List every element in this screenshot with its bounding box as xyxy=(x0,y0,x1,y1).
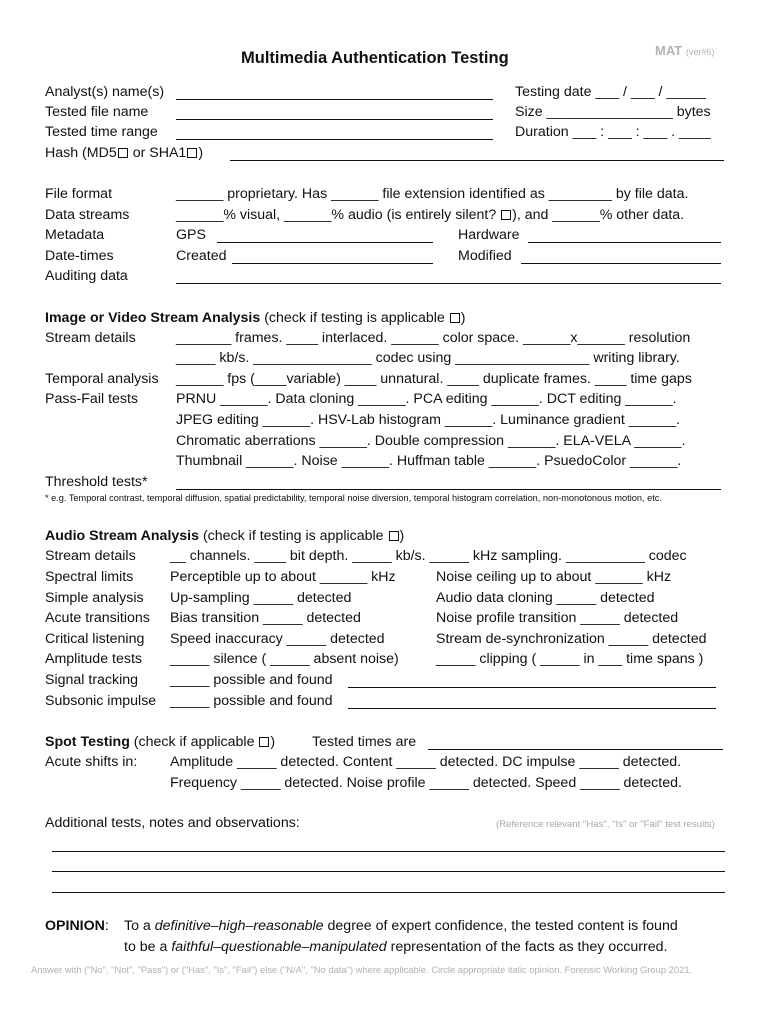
created-label: Created xyxy=(176,248,227,264)
file-format-label: File format xyxy=(45,186,113,202)
audio-section-heading xyxy=(45,528,404,544)
hash-field[interactable] xyxy=(230,160,724,161)
confidence-options[interactable]: definitive–high–reasonable xyxy=(154,918,324,934)
tested-times-label: Tested times are xyxy=(312,734,417,750)
spot-heading-rest: (check if applicable xyxy=(129,734,259,750)
footnote: * e.g. Temporal contrast, temporal diffusion, spatial predictability, temporal noise diversion, temporal histogram correlation, non-monotonous motion, etc. xyxy=(45,493,662,503)
spot-section-heading xyxy=(45,734,275,750)
streams-text-b: ), and ______% other data. xyxy=(512,207,685,223)
spot-heading-end: ) xyxy=(270,734,276,750)
audio-label: Simple analysis xyxy=(45,590,144,606)
hash-label xyxy=(45,145,203,161)
gps-label: GPS xyxy=(176,227,206,243)
image-line-4[interactable]: PRNU ______. Data cloning ______. PCA editing ______. DCT editing ______. xyxy=(176,391,677,407)
image-heading-bold: Image or Video Stream Analysis xyxy=(45,310,261,326)
opinion-label xyxy=(45,918,109,934)
opinion-text: degree of expert confidence, the tested content is found xyxy=(323,918,678,934)
audio-col1-item[interactable]: Bias transition _____ detected xyxy=(170,610,361,626)
created-field[interactable] xyxy=(232,263,433,264)
hardware-field[interactable] xyxy=(528,242,721,243)
threshold-label: Threshold tests* xyxy=(45,474,148,490)
audio-col2-item[interactable]: Noise profile transition _____ detected xyxy=(436,610,679,626)
pass-fail-label: Pass-Fail tests xyxy=(45,391,139,407)
auditing-data-field[interactable] xyxy=(176,283,721,284)
temporal-analysis-label: Temporal analysis xyxy=(45,371,159,387)
audio-col2-item[interactable]: Stream de-synchronization _____ detected xyxy=(436,631,707,647)
additional-label: Additional tests, notes and observations: xyxy=(45,815,300,831)
streams-text-a: ______% visual, ______% audio (is entirely silent? xyxy=(176,207,501,223)
audio-col1-item[interactable]: _____ possible and found xyxy=(170,693,333,709)
notes-line-1[interactable] xyxy=(52,851,725,852)
image-line-6[interactable]: Chromatic aberrations ______. Double compression ______. ELA-VELA ______. xyxy=(176,433,686,449)
md5-checkbox[interactable] xyxy=(118,148,128,158)
image-line-5[interactable]: JPEG editing ______. HSV-Lab histogram ______. Luminance gradient ______. xyxy=(176,412,681,428)
hash-sha1-text: or SHA1 xyxy=(128,145,187,161)
spot-line-1[interactable]: Amplitude _____ detected. Content _____ detected. DC impulse _____ detected. xyxy=(170,754,682,770)
image-line-1[interactable]: _______ frames. ____ interlaced. ______ color space. ______x______ resolution xyxy=(176,330,691,346)
silent-checkbox[interactable] xyxy=(501,210,511,220)
analyst-field[interactable] xyxy=(176,99,493,100)
notes-line-2[interactable] xyxy=(52,871,725,872)
audio-col1-item[interactable]: Up-sampling _____ detected xyxy=(170,590,352,606)
time-range-field[interactable] xyxy=(176,139,493,140)
threshold-field[interactable] xyxy=(176,489,721,490)
image-applicable-checkbox[interactable] xyxy=(450,313,460,323)
audio-label: Critical listening xyxy=(45,631,145,647)
auditing-data-label: Auditing data xyxy=(45,268,128,284)
audio-label: Amplitude tests xyxy=(45,651,142,667)
time-range-label: Tested time range xyxy=(45,124,158,140)
version-main: MAT xyxy=(655,43,683,58)
spot-heading-bold: Spot Testing xyxy=(45,734,130,750)
audio-heading-end: ) xyxy=(399,528,405,544)
audio-stream-line[interactable]: __ channels. ____ bit depth. _____ kb/s. _____ kHz sampling. __________ codec xyxy=(170,548,687,564)
audio-heading-bold: Audio Stream Analysis xyxy=(45,528,200,544)
testing-date[interactable]: Testing date ___ / ___ / _____ xyxy=(515,84,706,100)
representation-options[interactable]: faithful–questionable–manipulated xyxy=(171,939,387,955)
audio-label: Stream details xyxy=(45,548,136,564)
image-heading-rest: (check if testing is applicable xyxy=(260,310,449,326)
hash-close-text: ) xyxy=(198,145,204,161)
footer-note: Answer with ("No", "Not", "Pass") or ("Has", "Is", "Fail") else ("N/A", "No data") where applicable. Circle appropriate italic opinion. Forensic Working Group 2021. xyxy=(31,964,693,975)
audio-label: Spectral limits xyxy=(45,569,134,585)
opinion-label-bold: OPINION xyxy=(45,918,105,934)
version-label xyxy=(655,43,714,58)
opinion-colon: : xyxy=(104,918,109,934)
opinion-text: to be a xyxy=(124,939,172,955)
version-sub: (ver#6) xyxy=(685,47,715,57)
audio-label: Signal tracking xyxy=(45,672,139,688)
file-size[interactable]: Size ________________ bytes xyxy=(515,104,711,120)
modified-field[interactable] xyxy=(521,263,721,264)
audio-col1-item[interactable]: Speed inaccuracy _____ detected xyxy=(170,631,385,647)
gps-field[interactable] xyxy=(217,242,433,243)
spot-applicable-checkbox[interactable] xyxy=(259,737,269,747)
modified-label: Modified xyxy=(458,248,512,264)
tested-times-field[interactable] xyxy=(428,749,723,750)
additional-hint: (Reference relevant "Has", "Is" or "Fail" test results) xyxy=(496,819,715,830)
audio-col1-item[interactable]: Perceptible up to about ______ kHz xyxy=(170,569,396,585)
stream-details-label: Stream details xyxy=(45,330,136,346)
hash-md5-text: Hash (MD5 xyxy=(45,145,117,161)
opinion-line-2[interactable] xyxy=(124,939,667,955)
image-section-heading xyxy=(45,310,465,326)
audio-col2-item[interactable]: Audio data cloning _____ detected xyxy=(436,590,655,606)
hardware-label: Hardware xyxy=(458,227,520,243)
acute-shifts-label: Acute shifts in: xyxy=(45,754,138,770)
audio-col2-item[interactable]: Noise ceiling up to about ______ kHz xyxy=(436,569,672,585)
signal-tracking-field[interactable] xyxy=(348,687,716,688)
spot-line-2[interactable]: Frequency _____ detected. Noise profile _____ detected. Speed _____ detected. xyxy=(170,775,682,791)
audio-label: Subsonic impulse xyxy=(45,693,157,709)
audio-col1-item[interactable]: _____ possible and found xyxy=(170,672,333,688)
data-streams-line[interactable] xyxy=(176,207,684,223)
image-line-7[interactable]: Thumbnail ______. Noise ______. Huffman table ______. PsuedoColor ______. xyxy=(176,453,682,469)
sha1-checkbox[interactable] xyxy=(187,148,197,158)
audio-applicable-checkbox[interactable] xyxy=(389,531,399,541)
image-line-2[interactable]: _____ kb/s. _______________ codec using _________________ writing library. xyxy=(176,350,680,366)
audio-heading-rest: (check if testing is applicable xyxy=(199,528,388,544)
file-name-field[interactable] xyxy=(176,119,493,120)
subsonic-impulse-field[interactable] xyxy=(348,708,716,709)
file-format-line[interactable]: ______ proprietary. Has ______ file extension identified as ________ by file data. xyxy=(176,186,689,202)
notes-line-3[interactable] xyxy=(52,892,725,893)
audio-label: Acute transitions xyxy=(45,610,150,626)
opinion-text: To a xyxy=(124,918,155,934)
date-times-label: Date-times xyxy=(45,248,114,264)
data-streams-label: Data streams xyxy=(45,207,130,223)
image-heading-end: ) xyxy=(460,310,466,326)
opinion-text: representation of the facts as they occurred. xyxy=(386,939,668,955)
page-title: Multimedia Authentication Testing xyxy=(241,49,509,67)
duration[interactable]: Duration ___ : ___ : ___ . ____ xyxy=(515,124,711,140)
image-line-3[interactable]: ______ fps (____variable) ____ unnatural. ____ duplicate frames. ____ time gaps xyxy=(176,371,692,387)
metadata-label: Metadata xyxy=(45,227,105,243)
analyst-label: Analyst(s) name(s) xyxy=(45,84,165,100)
audio-col2-item[interactable]: _____ clipping ( _____ in ___ time spans ) xyxy=(436,651,704,667)
file-name-label: Tested file name xyxy=(45,104,149,120)
audio-col1-item[interactable]: _____ silence ( _____ absent noise) xyxy=(170,651,399,667)
opinion-line-1[interactable] xyxy=(124,918,678,934)
